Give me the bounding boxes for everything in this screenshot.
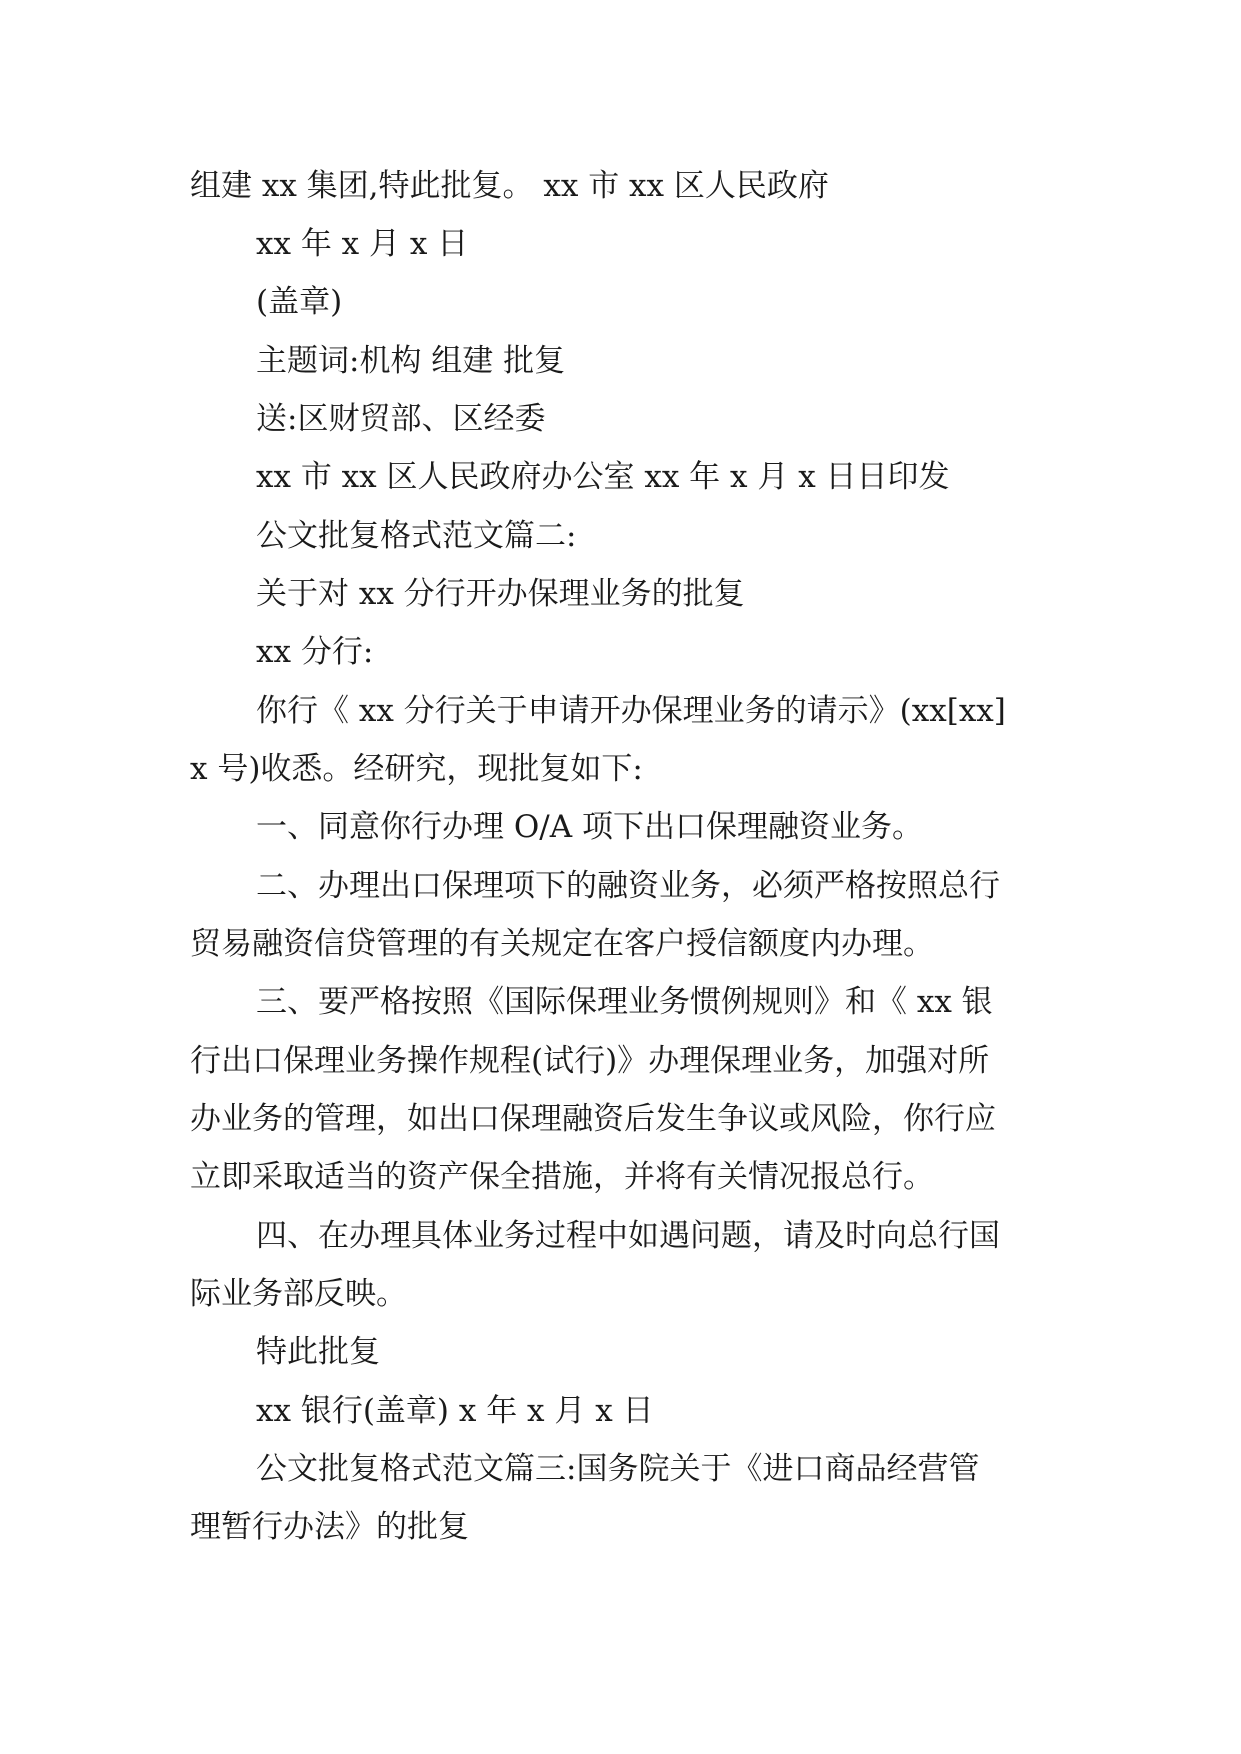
text-line: 组建 xx 集团,特此批复。 xx 市 xx 区人民政府 <box>190 168 829 204</box>
addressee: xx 分行: <box>256 634 374 670</box>
text-line: 三、要严格按照《国际保理业务惯例规则》和《 xx 银 <box>256 984 993 1020</box>
text-line: xx 市 xx 区人民政府办公室 xx 年 x 月 x 日日印发 <box>256 459 950 495</box>
text-line: 贸易融资信贷管理的有关规定在客户授信额度内办理。 <box>190 926 934 962</box>
text-line: xx 年 x 月 x 日 <box>256 226 469 262</box>
text-line: 行出口保理业务操作规程(试行)》办理保理业务，加强对所 <box>190 1043 990 1079</box>
section-heading: 公文批复格式范文篇二: <box>256 518 577 554</box>
text-line: 主题词:机构 组建 批复 <box>256 343 566 379</box>
text-line: 送:区财贸部、区经委 <box>256 401 546 437</box>
text-line: 际业务部反映。 <box>190 1276 407 1312</box>
text-line: x 号)收悉。经研究，现批复如下: <box>190 751 643 787</box>
text-line: 一、同意你行办理 O/A 项下出口保理融资业务。 <box>256 809 923 845</box>
text-line: 理暂行办法》的批复 <box>190 1509 469 1545</box>
text-line: 特此批复 <box>256 1334 380 1370</box>
document-title: 关于对 xx 分行开办保理业务的批复 <box>256 576 745 612</box>
text-line: 二、办理出口保理项下的融资业务，必须严格按照总行 <box>256 868 1000 904</box>
section-heading: 公文批复格式范文篇三:国务院关于《进口商品经营管 <box>256 1451 980 1487</box>
text-line: 立即采取适当的资产保全措施，并将有关情况报总行。 <box>190 1159 934 1195</box>
text-line: 四、在办理具体业务过程中如遇问题，请及时向总行国 <box>256 1218 1000 1254</box>
text-line: (盖章) <box>256 284 343 320</box>
text-line: 办业务的管理，如出口保理融资后发生争议或风险，你行应 <box>190 1101 996 1137</box>
signature-line: xx 银行(盖章) x 年 x 月 x 日 <box>256 1393 654 1429</box>
text-line: 你行《 xx 分行关于申请开办保理业务的请示》(xx[xx] <box>256 693 1006 729</box>
